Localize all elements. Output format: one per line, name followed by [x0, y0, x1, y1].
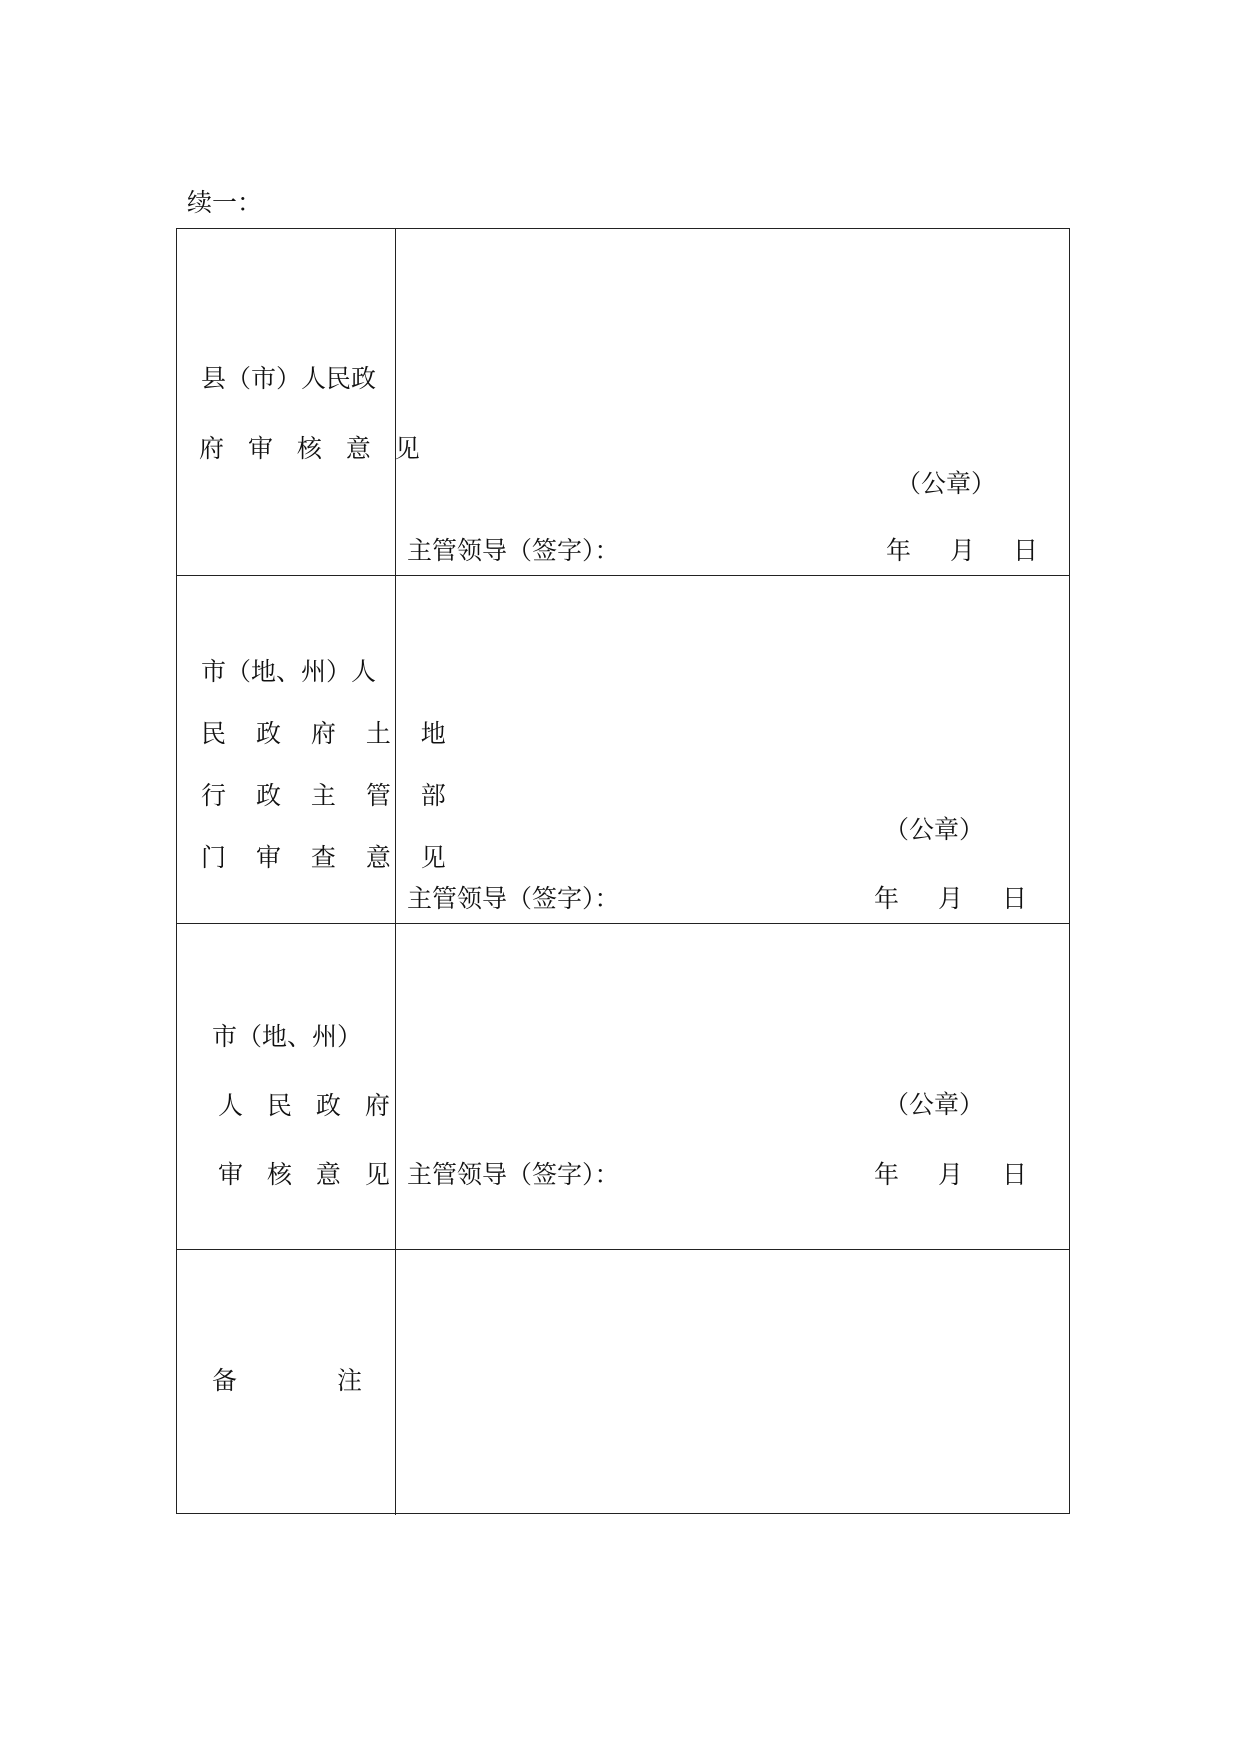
label-line: 门 审 查 意 见 — [201, 843, 457, 872]
date-day-label: 日 — [1002, 1160, 1028, 1189]
remarks-field[interactable] — [396, 1250, 1069, 1515]
label-line: 市（地、州）人 — [201, 657, 377, 686]
label-line: 府 审 核 意 见 — [199, 434, 428, 463]
prefecture-government-review-label — [177, 924, 396, 1249]
county-government-review-field[interactable] — [396, 229, 1069, 575]
approval-form-table — [176, 228, 1070, 1514]
date-month-label: 月 — [938, 884, 964, 913]
remarks-label-right: 注 — [337, 1366, 363, 1395]
label-line: 民 政 府 土 地 — [201, 719, 457, 748]
date-year-label: 年 — [874, 1160, 900, 1189]
date-day-label: 日 — [1013, 536, 1039, 565]
prefecture-land-department-review-label — [177, 576, 457, 923]
date-day-label: 日 — [1002, 884, 1028, 913]
date-year-label: 年 — [886, 536, 912, 565]
signer-label: 主管领导（签字）： — [407, 536, 620, 565]
prefecture-land-department-review-field[interactable] — [396, 576, 1069, 923]
label-line: 审 核 意 见 — [218, 1160, 398, 1189]
seal-label: （公章） — [884, 1090, 985, 1119]
prefecture-government-review-row — [177, 924, 1069, 1250]
label-line: 市（地、州） — [212, 1022, 363, 1051]
county-government-review-row — [177, 229, 1069, 576]
label-line: 行 政 主 管 部 — [201, 781, 457, 810]
page-heading: 续一： — [187, 188, 263, 217]
date-month-label: 月 — [950, 536, 976, 565]
label-line: 县（市）人民政 — [201, 364, 377, 393]
county-government-review-label — [177, 229, 428, 575]
remarks-label — [177, 1250, 396, 1515]
signer-label: 主管领导（签字）： — [407, 884, 620, 913]
remarks-label-left: 备 — [212, 1366, 238, 1395]
date-year-label: 年 — [874, 884, 900, 913]
remarks-row — [177, 1250, 1069, 1515]
seal-label: （公章） — [896, 469, 997, 498]
seal-label: （公章） — [884, 815, 985, 844]
signer-label: 主管领导（签字）： — [407, 1160, 620, 1189]
date-month-label: 月 — [938, 1160, 964, 1189]
prefecture-land-department-review-row — [177, 576, 1069, 924]
label-line: 人 民 政 府 — [218, 1091, 398, 1120]
prefecture-government-review-field[interactable] — [396, 924, 1069, 1249]
